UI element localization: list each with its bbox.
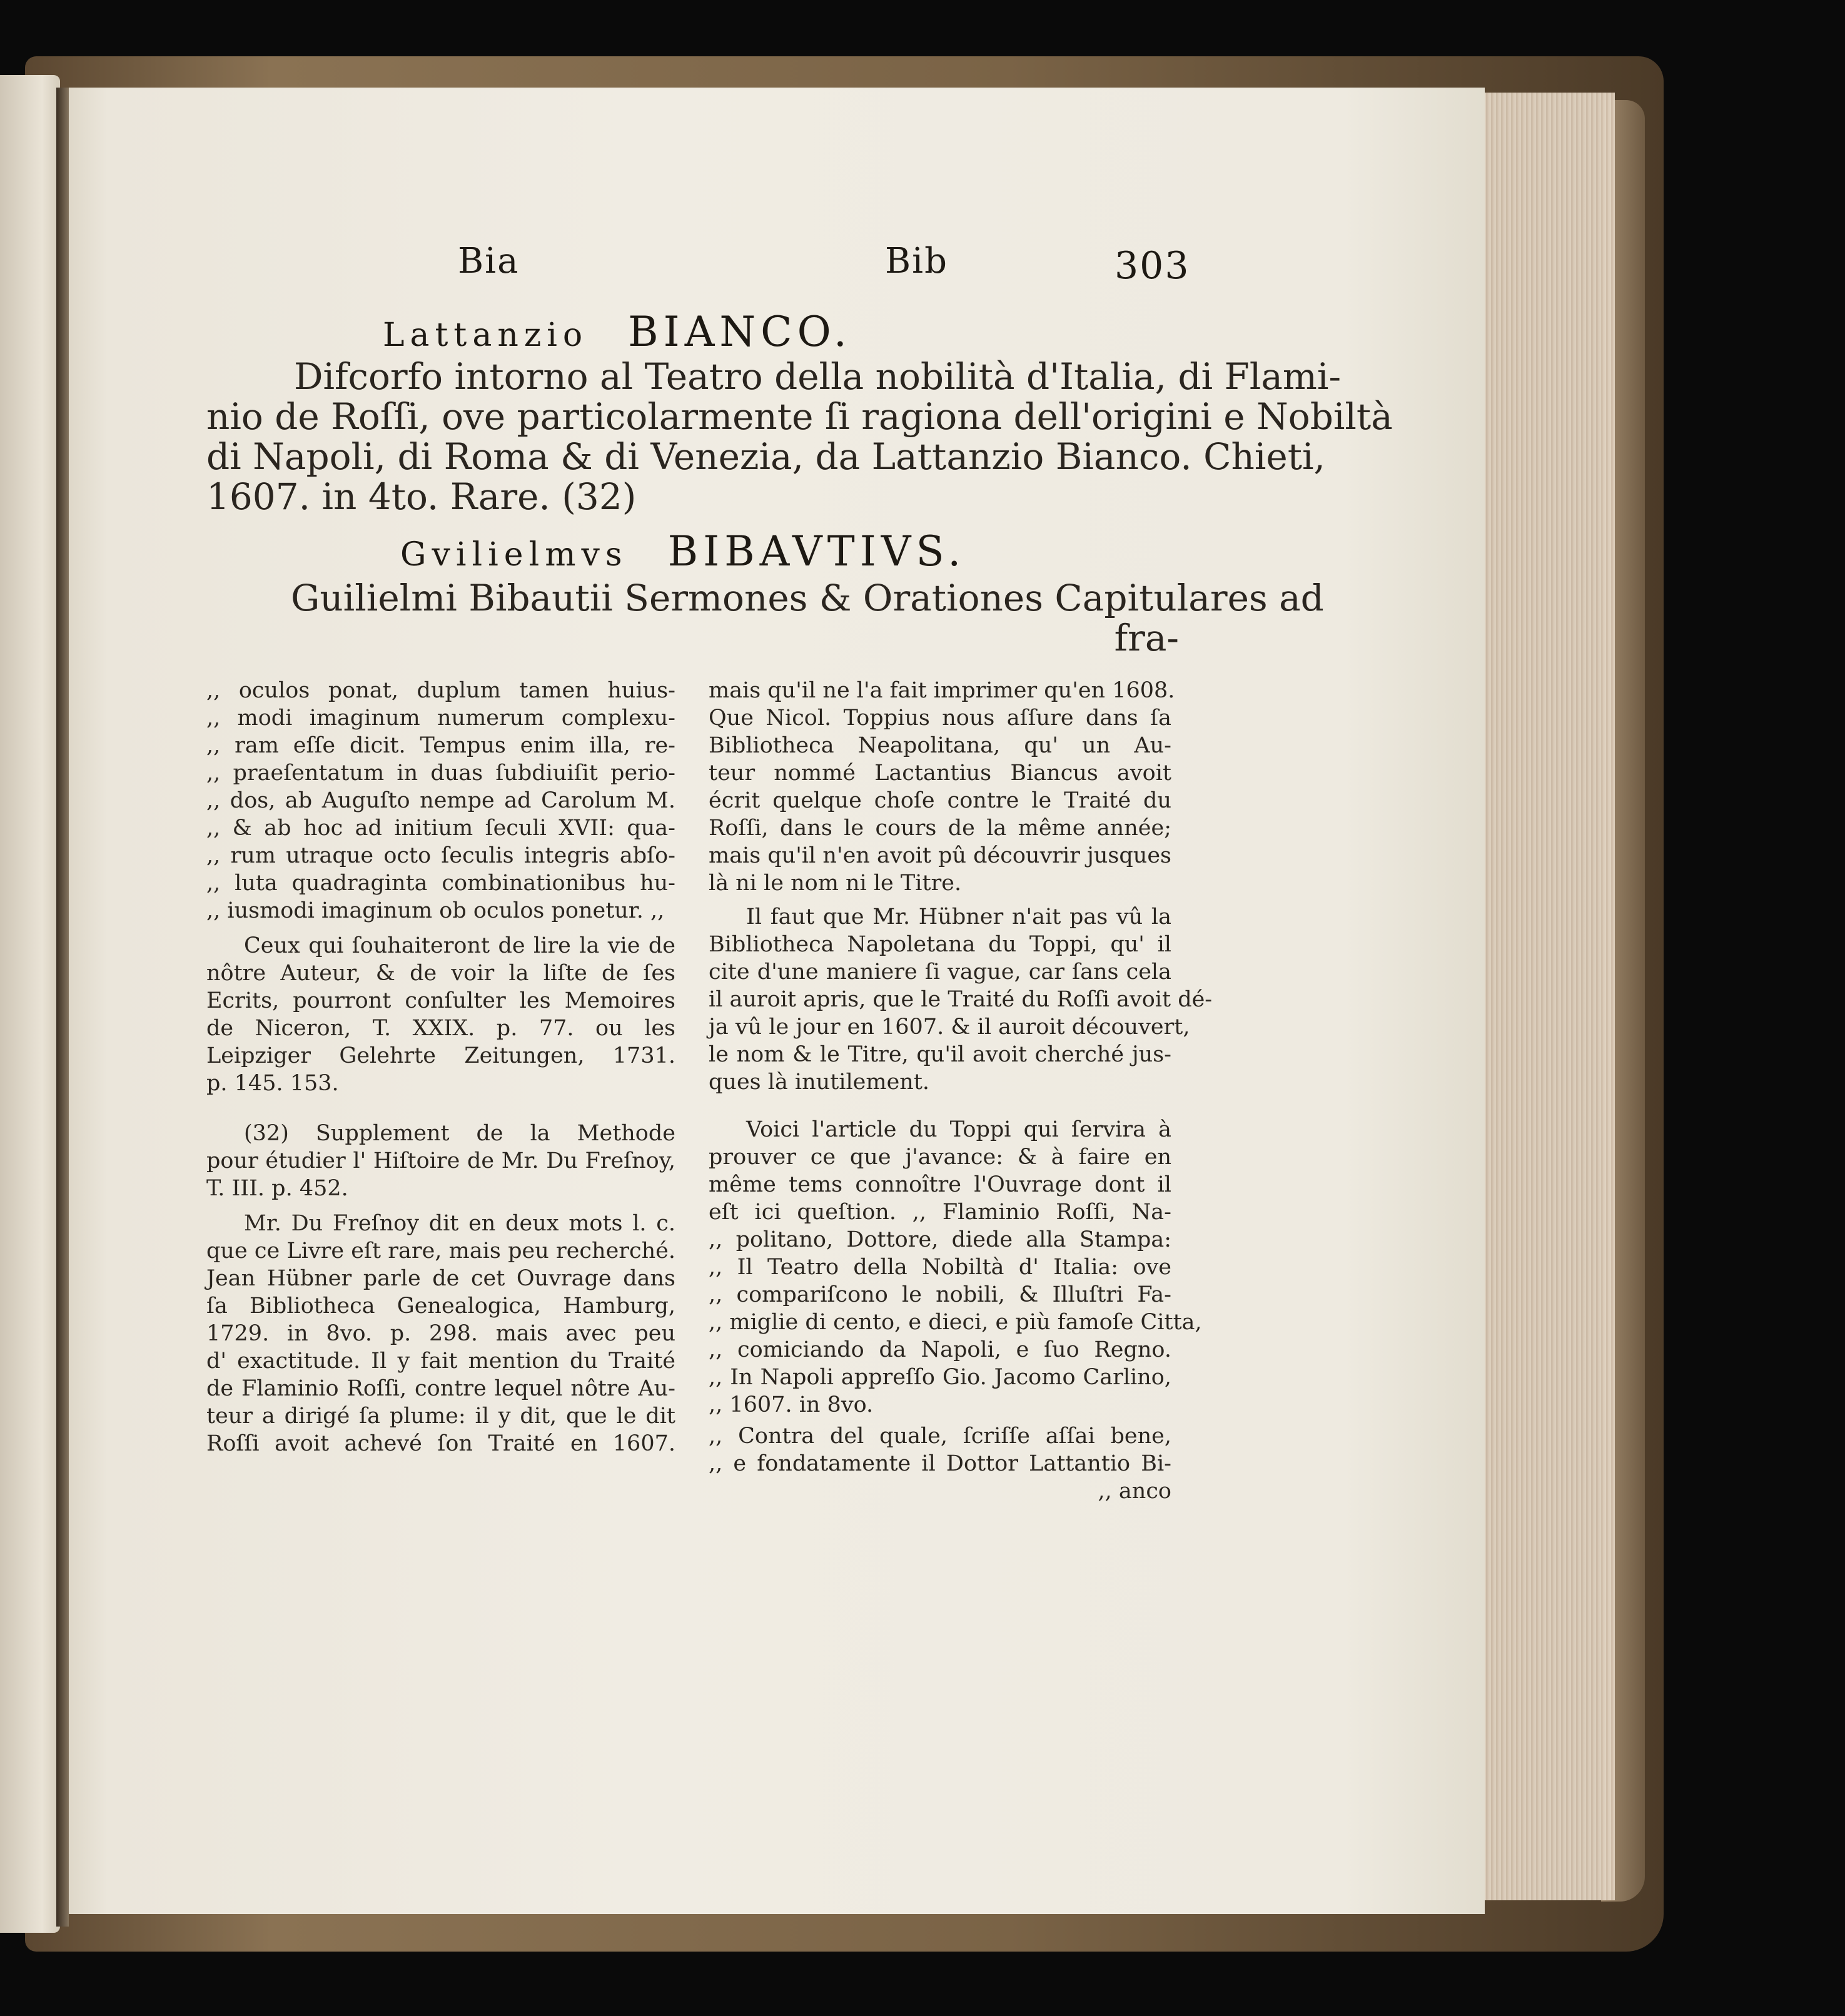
column-line: ,, rum utraque octo ſeculis integris abſo- bbox=[206, 843, 675, 868]
entry-text-line: Difcorfo intorno al Teatro della nobilità d'Italia, di Flami- bbox=[294, 355, 1342, 398]
column-line: Il faut que Mr. Hübner n'ait pas vû la bbox=[746, 904, 1171, 929]
footnote-line: Jean Hübner parle de cet Ouvrage dans bbox=[206, 1266, 675, 1291]
column-line: prouver ce que j'avance: & à faire en bbox=[709, 1145, 1171, 1170]
footnote-line: que ce Livre eſt rare, mais peu recherché. bbox=[206, 1238, 675, 1264]
author-surname: BIBAVTIVS. bbox=[667, 527, 966, 575]
footnote-line: T. III. p. 452. bbox=[206, 1176, 348, 1201]
column-line: p. 145. 153. bbox=[206, 1071, 339, 1096]
page-stack-fore-edge bbox=[1484, 93, 1615, 1900]
column-line: ,, e fondatamente il Dottor Lattantio Bi- bbox=[709, 1451, 1171, 1476]
column-line: ,, modi imaginum numerum complexu- bbox=[206, 706, 675, 731]
footnote-line: Mr. Du Freſnoy dit en deux mots l. c. bbox=[244, 1211, 675, 1236]
column-line: nôtre Auteur, & de voir la liſte de ſes bbox=[206, 961, 675, 986]
column-line: cite d'une maniere ſi vague, car ſans cela bbox=[709, 960, 1171, 985]
author-firstname: Gvilielmvs bbox=[400, 536, 628, 574]
column-line: Leipziger Gelehrte Zeitungen, 1731. bbox=[206, 1043, 675, 1068]
column-line: ,, compariſcono le nobili, & Illuſtri Fa- bbox=[709, 1282, 1171, 1307]
column-line: mais qu'il ne l'a fait imprimer qu'en 1608. bbox=[709, 678, 1175, 703]
author-firstname: Lattanzio bbox=[383, 317, 589, 354]
column-line: ,, ram eſſe dicit. Tempus enim illa, re- bbox=[206, 733, 675, 758]
running-head-center: Bib bbox=[885, 241, 948, 281]
column-line: ,, & ab hoc ad initium ſeculi XVII: qua- bbox=[206, 816, 675, 841]
footnote-line: teur a dirigé ſa plume: il y dit, que le dit bbox=[206, 1404, 675, 1429]
column-line: ,, praeſentatum in duas ſubdiuiſit perio- bbox=[206, 761, 675, 786]
column-line: ,, luta quadraginta combinationibus hu- bbox=[206, 871, 675, 896]
column-line: là ni le nom ni le Titre. bbox=[709, 871, 962, 896]
author-surname: BIANCO. bbox=[628, 308, 852, 356]
entry-text-line: Guilielmi Bibautii Sermones & Orationes Capitulares ad bbox=[291, 577, 1324, 619]
footnote-line: d' exactitude. Il y fait mention du Traité bbox=[206, 1349, 675, 1374]
column-line: ,, dos, ab Auguſto nempe ad Carolum M. bbox=[206, 788, 675, 813]
footnote-line: ſa Bibliotheca Genealogica, Hamburg, bbox=[206, 1294, 675, 1319]
catchword: ,, anco bbox=[1098, 1479, 1171, 1504]
column-line: ,, Il Teatro della Nobiltà d' Italia: ove bbox=[709, 1255, 1171, 1280]
column-line: Bibliotheca Napoletana du Toppi, qu' il bbox=[709, 932, 1171, 957]
page-number: 303 bbox=[1115, 244, 1190, 288]
column-line: écrit quelque choſe contre le Traité du bbox=[709, 788, 1171, 813]
footnote-line: de Flaminio Roſſi, contre lequel nôtre Au- bbox=[206, 1376, 675, 1401]
entry-text-line: fra- bbox=[1114, 617, 1179, 659]
column-line: Ceux qui ſouhaiteront de lire la vie de bbox=[244, 933, 675, 958]
footnote-line: (32) Supplement de la Methode bbox=[244, 1121, 675, 1146]
footnote-line: Roſſi avoit achevé ſon Traité en 1607. bbox=[206, 1431, 675, 1456]
column-line: ,, miglie di cento, e dieci, e più famoſe Citta, bbox=[709, 1310, 1202, 1335]
entry-text-line: 1607. in 4to. Rare. (32) bbox=[206, 475, 637, 518]
column-line: mais qu'il n'en avoit pû découvrir jusques bbox=[709, 843, 1171, 868]
book-gutter bbox=[56, 88, 69, 1927]
footnote-line: pour étudier l' Hiſtoire de Mr. Du Freſnoy, bbox=[206, 1148, 675, 1173]
column-line: ,, Contra del quale, ſcriſſe aſſai bene, bbox=[709, 1424, 1171, 1449]
entry-text-line: di Napoli, di Roma & di Venezia, da Lattanzio Bianco. Chieti, bbox=[206, 435, 1325, 478]
entry-heading bbox=[400, 527, 966, 575]
column-line: ,, iusmodi imaginum ob oculos ponetur. ,, bbox=[206, 898, 665, 923]
facing-page-edge bbox=[0, 75, 60, 1933]
entry-text-line: nio de Roſſi, ove particolarmente ſi ragiona dell'origini e Nobiltà bbox=[206, 395, 1393, 438]
column-line: Voici l'article du Toppi qui ſervira à bbox=[746, 1117, 1171, 1142]
column-line: même tems connoître l'Ouvrage dont il bbox=[709, 1172, 1171, 1197]
column-line: de Niceron, T. XXIX. p. 77. ou les bbox=[206, 1016, 675, 1041]
column-line: eſt ici queſtion. ,, Flaminio Roſſi, Na- bbox=[709, 1200, 1171, 1225]
column-line: ,, 1607. in 8vo. bbox=[709, 1392, 874, 1417]
column-line: il auroit apris, que le Traité du Roſſi avoit dé- bbox=[709, 987, 1213, 1012]
column-line: Ecrits, pourront conſulter les Memoires bbox=[206, 988, 675, 1013]
column-line: Bibliotheca Neapolitana, qu' un Au- bbox=[709, 733, 1171, 758]
running-head-left: Bia bbox=[458, 241, 520, 281]
column-line: ques là inutilement. bbox=[709, 1070, 930, 1095]
entry-heading bbox=[383, 308, 852, 356]
footnote-line: 1729. in 8vo. p. 298. mais avec peu bbox=[206, 1321, 675, 1346]
column-line: ,, politano, Dottore, diede alla Stampa: bbox=[709, 1227, 1171, 1252]
column-line: teur nommé Lactantius Biancus avoit bbox=[709, 761, 1171, 786]
column-line: Que Nicol. Toppius nous aſſure dans ſa bbox=[709, 706, 1171, 731]
column-line: ,, comiciando da Napoli, e ſuo Regno. bbox=[709, 1337, 1171, 1362]
column-line: ,, oculos ponat, duplum tamen huius- bbox=[206, 678, 675, 703]
column-line: Roſſi, dans le cours de la même année; bbox=[709, 816, 1171, 841]
column-line: ,, In Napoli appreſſo Gio. Jacomo Carlino, bbox=[709, 1365, 1171, 1390]
column-line: ja vû le jour en 1607. & il auroit découvert, bbox=[709, 1015, 1190, 1040]
column-line: le nom & le Titre, qu'il avoit cherché jus- bbox=[709, 1042, 1171, 1067]
